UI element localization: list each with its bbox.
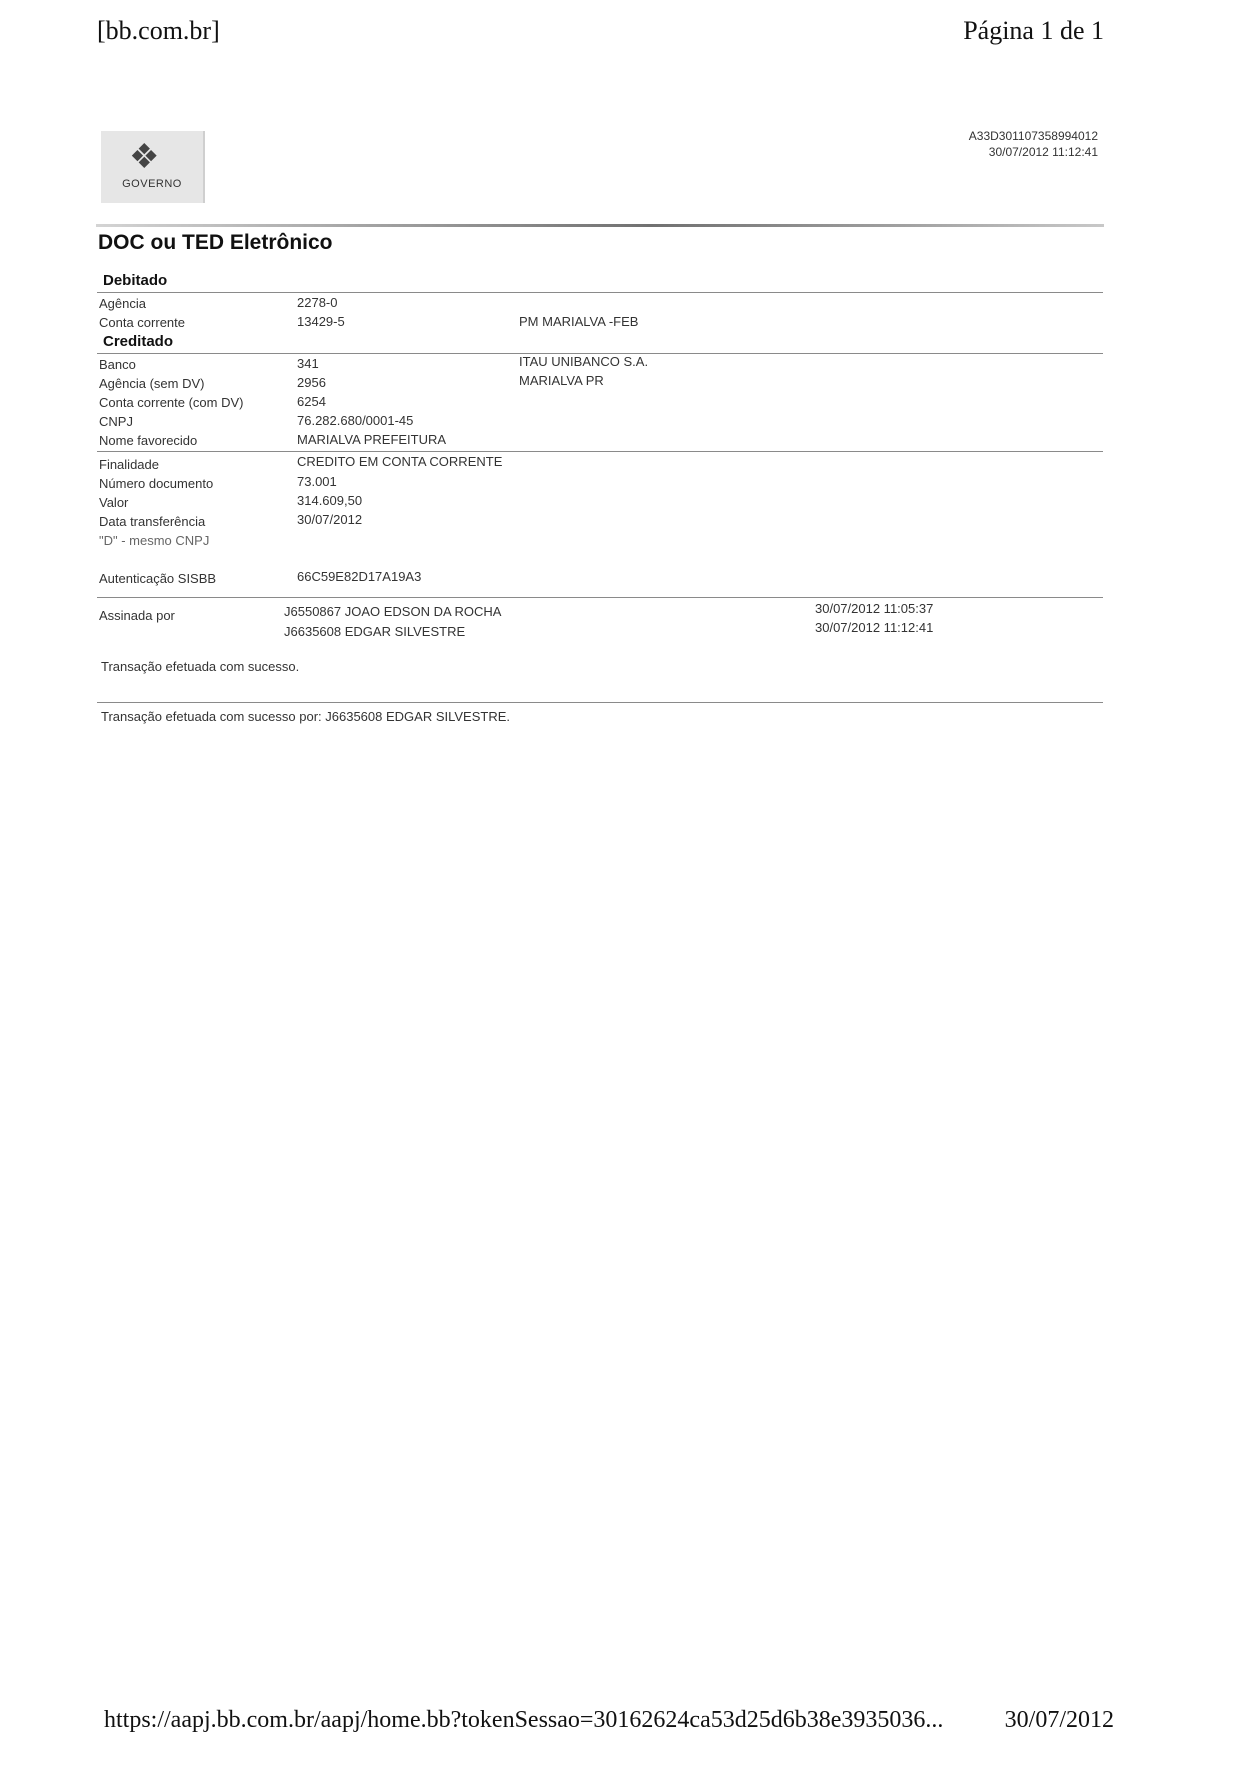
label-numero-documento: Número documento [99,476,214,491]
divider [97,597,1103,598]
value-conta-debitado: 13429-5 [297,314,345,329]
success-message: Transação efetuada com sucesso. [101,659,300,674]
label-agencia-creditado: Agência (sem DV) [99,376,205,391]
signer-name: J6550867 JOAO EDSON DA ROCHA [284,604,502,619]
signer-datetime: 30/07/2012 11:12:41 [815,620,934,635]
label-valor: Valor [99,495,129,510]
value-finalidade: CREDITO EM CONTA CORRENTE [297,454,503,469]
value-banco: 341 [297,356,319,371]
divider [97,702,1103,703]
label-finalidade: Finalidade [99,457,159,472]
success-by-message: Transação efetuada com sucesso por: J6635608 EDGAR SILVESTRE. [101,709,510,724]
footer-date: 30/07/2012 [1004,1707,1114,1733]
page-title: DOC ou TED Eletrônico [98,231,333,254]
note-mesmo-cnpj: "D" - mesmo CNPJ [99,533,210,548]
logo-caption: GOVERNO [122,178,182,190]
value-data-transferencia: 30/07/2012 [297,512,363,527]
header-divider [96,224,1104,227]
value-titular-debitado: PM MARIALVA -FEB [519,314,639,329]
bank-logo [101,131,205,203]
value-conta-creditado: 6254 [297,394,326,409]
footer-url: https://aapj.bb.com.br/aapj/home.bb?tokenSessao=30162624ca53d25d6b38e3935036... [104,1707,944,1733]
value-agencia-creditado: 2956 [297,375,326,390]
label-cnpj: CNPJ [99,414,133,429]
label-data-transferencia: Data transferência [99,514,206,529]
label-banco: Banco [99,357,136,372]
signer-name: J6635608 EDGAR SILVESTRE [284,624,466,639]
section-debitado-heading: Debitado [103,272,168,289]
section-creditado-heading: Creditado [103,333,174,350]
label-conta-creditado: Conta corrente (com DV) [99,395,244,410]
divider [97,451,1103,452]
label-conta-debitado: Conta corrente [99,315,185,330]
value-agencia-debitado: 2278-0 [297,295,338,310]
value-agencia-cidade: MARIALVA PR [519,373,604,388]
value-favorecido: MARIALVA PREFEITURA [297,432,447,447]
label-assinada-por: Assinada por [99,608,175,623]
signer-datetime: 30/07/2012 11:05:37 [815,601,934,616]
document-datetime: 30/07/2012 11:12:41 [988,145,1098,159]
value-valor: 314.609,50 [297,493,363,508]
value-banco-nome: ITAU UNIBANCO S.A. [519,354,649,369]
page-header-site: [bb.com.br] [97,16,220,45]
value-numero-documento: 73.001 [297,474,337,489]
value-autenticacao: 66C59E82D17A19A3 [297,569,422,584]
value-cnpj: 76.282.680/0001-45 [297,413,414,428]
document-code: A33D301107358994012 [968,129,1098,143]
page-number: Página 1 de 1 [963,16,1104,45]
label-favorecido: Nome favorecido [99,433,198,448]
divider [97,292,1103,293]
bank-logo-icon: ❖ [129,138,160,176]
document-code-block [969,128,1098,160]
label-agencia-debitado: Agência [99,296,146,311]
label-autenticacao: Autenticação SISBB [99,571,217,586]
